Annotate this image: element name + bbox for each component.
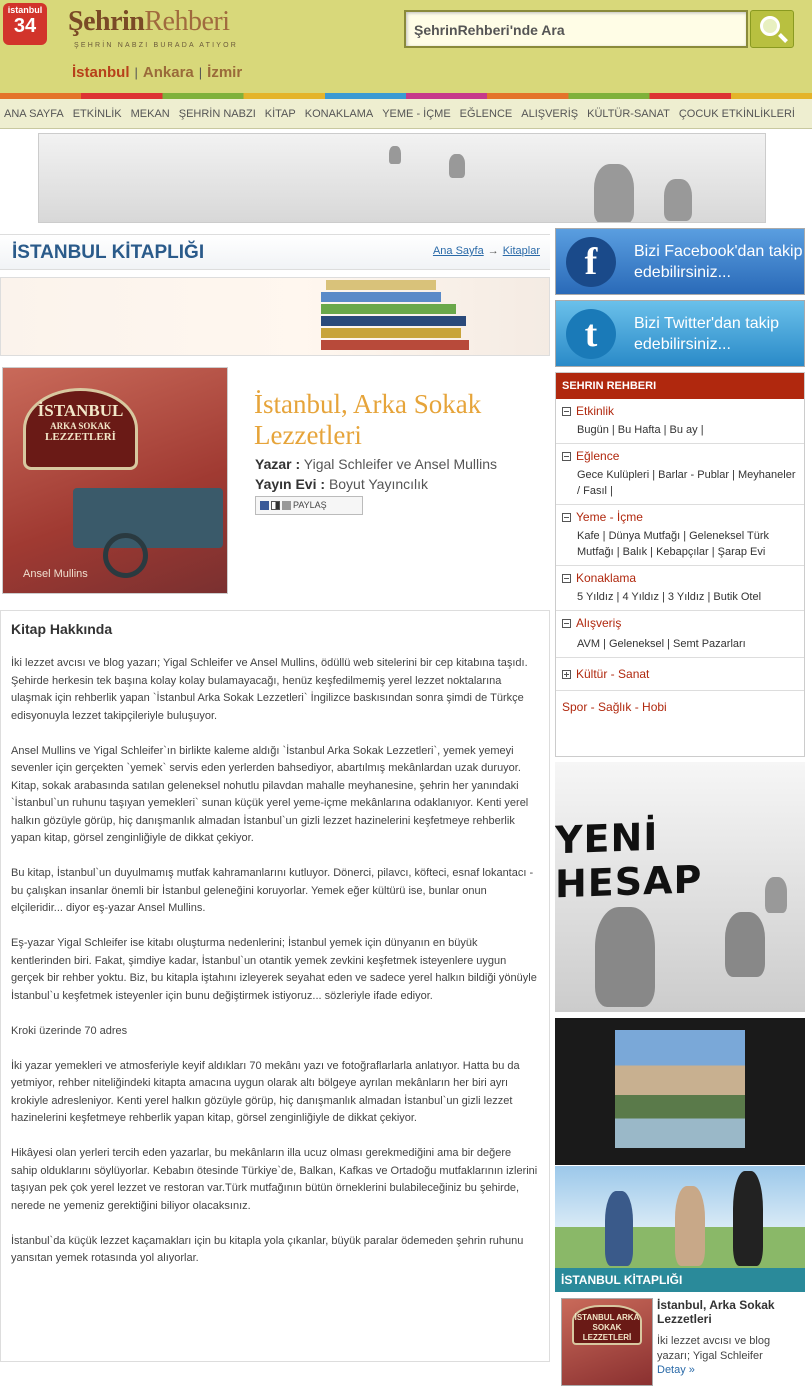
category-links[interactable]: Bugün | Bu Hafta | Bu ay | xyxy=(577,424,704,436)
category-label: Spor - Sağlık - Hobi xyxy=(562,700,667,714)
cover-author: Ansel Mullins xyxy=(23,568,88,580)
collapse-icon[interactable] xyxy=(562,452,571,461)
city-ankara[interactable]: Ankara xyxy=(142,64,194,81)
detail-link[interactable]: Detay » xyxy=(657,1364,695,1376)
breadcrumb-home[interactable]: Ana Sayfa xyxy=(432,245,484,257)
logo-part2: Rehberi xyxy=(144,6,230,37)
facebook-follow-text: Bizi Facebook'dan takip edebilirsiniz... xyxy=(634,243,803,281)
book-author-row xyxy=(255,456,497,472)
city-selector: İstanbul | Ankara | İzmir xyxy=(72,64,243,81)
books-banner-image xyxy=(0,277,550,356)
category-links[interactable]: 5 Yıldız | 4 Yıldız | 3 Yıldız | Butik Otel xyxy=(577,591,762,603)
about-paragraph: Eş-yazar Yigal Schleifer ise kitabı oluşturma nedenlerini; İstanbul yemek için dünyanın en büyük kentlerinden biri. Fakat, şimdiye kadar, İstanbul`un otantik yemek zevkini keşfetmek isteyenlere uygun gerçek bir rehber yoktu. Biz, bu kitapla iştahını izleyerek seyahat eden ve sadece yerel halkın bildiği yönüyle İstanbul`u keşfetmek isteyenler için bunu değiştirmek istiyoruz... sözleriyle ifade ediyor. xyxy=(11,937,537,1002)
category-konaklama xyxy=(556,566,804,611)
nav-alisveris[interactable]: ALIŞVERİŞ xyxy=(521,107,579,120)
twitter-follow-banner[interactable] xyxy=(555,300,805,367)
runner-silhouette xyxy=(389,146,401,164)
about-paragraph: Ansel Mullins ve Yigal Schleifer`ın birlikte kaleme aldığı `İstanbul Arka Sokak Lezzetleri`, yemek yemeyi sevenler için gerçekten `yemek` servis eden yerlerden bahsediyor, abartılmış mekânlardan uzak duruyor. Kitap, sokak arabasında satılan geleneksel nohutlu pilavdan mahalle meyhanesine, şehrin her yanındaki `İstanbul`un ruhunu taşıyan yemekleri` sunan küçük yerel yeme-içme mekânlarına odaklanıyor. Kenti yerel halkın gözüyle görüp, hiç danışmanlık almadan İstanbul`un gizli lezzet hazinelerini keşfetmeye rehberlik yapan kitap, görsel zenginliğiyle de dikkat çekiyor. xyxy=(11,744,529,844)
about-paragraph: Kroki üzerinde 70 adres xyxy=(11,1024,128,1037)
delicious-icon xyxy=(271,501,280,510)
cover-title-line1: İSTANBUL xyxy=(37,401,124,420)
building-photo xyxy=(615,1030,745,1148)
category-label: Eğlence xyxy=(576,449,620,463)
site-logo[interactable] xyxy=(68,6,230,38)
book-description-panel xyxy=(0,610,550,1362)
cover-title-line3: LEZZETLERİ xyxy=(45,431,116,443)
twitter-logo-icon: t xyxy=(566,309,616,359)
category-title[interactable] xyxy=(562,667,798,681)
category-label: Yeme - İçme xyxy=(576,510,643,524)
cover-sign xyxy=(23,388,138,470)
about-paragraph: İstanbul`da küçük lezzet kaçamakları için bu kitapla yola çıkanlar, büyük paralar ödemeden şehrin ruhunu yansıtan yemek rotasında yol alıyorlar. xyxy=(11,1234,524,1264)
nav-eglence[interactable]: EĞLENCE xyxy=(459,107,513,120)
category-label: Konaklama xyxy=(576,571,637,585)
search-input[interactable]: ŞehrinRehberi'nde Ara xyxy=(404,10,748,48)
share-button[interactable] xyxy=(255,496,363,515)
runner-silhouette xyxy=(595,907,655,1007)
search-button[interactable] xyxy=(750,10,794,48)
city-izmir[interactable]: İzmir xyxy=(207,64,243,81)
runner-silhouette xyxy=(449,154,465,178)
nav-mekan[interactable]: MEKAN xyxy=(130,107,170,120)
nav-cocuk-etkinlikleri[interactable]: ÇOCUK ETKİNLİKLERİ xyxy=(678,107,795,120)
category-kultur-sanat xyxy=(556,658,804,691)
mini-book-title[interactable]: İstanbul, Arka Sokak Lezzetleri xyxy=(657,1298,775,1326)
book-stack-graphic xyxy=(326,280,436,290)
mini-book-desc: İki lezzet avcısı ve blog yazarı; Yigal Schleifer xyxy=(657,1335,771,1362)
side-ad-yeni-hesap[interactable] xyxy=(555,762,805,1012)
author-label: Yazar : xyxy=(255,456,301,472)
person-silhouette xyxy=(733,1171,763,1266)
book-stack-graphic xyxy=(321,328,461,338)
book-stack-graphic xyxy=(321,292,441,302)
person-silhouette xyxy=(605,1191,633,1266)
site-tagline: ŞEHRİN NABZI BURADA ATIYOR xyxy=(74,42,239,49)
facebook-follow-banner[interactable] xyxy=(555,228,805,295)
about-paragraph: Bu kitap, İstanbul`un duyulmamış mutfak kahramanlarını kutluyor. Dönerci, pilavcı, köfteci, esnaf lokantacı - bu çalışkan insanlar önemli bir İstanbul geleneğini koruyorlar. Yemek eğer kültürü ise, bunlar onun elçileridir... diyor eş-yazar Ansel Mullins. xyxy=(11,867,534,914)
cover-wheel-graphic xyxy=(103,533,148,578)
twitter-follow-text: Bizi Twitter'dan takip edebilirsiniz... xyxy=(634,315,780,353)
runner-silhouette xyxy=(765,877,787,913)
nav-sehrin-nabzi[interactable]: ŞEHRİN NABZI xyxy=(178,107,256,120)
category-title[interactable] xyxy=(562,449,798,463)
book-stack-graphic xyxy=(321,316,466,326)
site-header xyxy=(0,0,812,93)
collapse-icon[interactable] xyxy=(562,619,571,628)
cover-title-line2: ARKA SOKAK xyxy=(50,421,111,431)
nav-kultur-sanat[interactable]: KÜLTÜR-SANAT xyxy=(587,107,670,120)
collapse-icon[interactable] xyxy=(562,574,571,583)
main-nav xyxy=(0,99,812,129)
page-title: İSTANBUL KİTAPLIĞI xyxy=(12,242,205,263)
category-title[interactable] xyxy=(562,616,798,630)
collapse-icon[interactable] xyxy=(562,407,571,416)
category-label: Etkinlik xyxy=(576,404,615,418)
category-links[interactable]: AVM | Geleneksel | Semt Pazarları xyxy=(577,638,746,650)
category-title[interactable] xyxy=(562,510,798,524)
section-title-bar xyxy=(0,234,550,270)
kitaplik-title-bar: İSTANBUL KİTAPLIĞI xyxy=(555,1268,805,1292)
badge-number: 34 xyxy=(13,15,37,37)
book-publisher-row xyxy=(255,476,428,492)
logo-part1: Şehrin xyxy=(68,6,145,37)
category-links[interactable]: Kafe | Dünya Mutfağı | Geleneksel Türk Mutfağı | Balık | Kebapçılar | Şarap Evi xyxy=(577,530,769,558)
share-label: PAYLAŞ xyxy=(293,500,327,510)
about-heading: Kitap Hakkında xyxy=(11,621,113,637)
category-title[interactable] xyxy=(562,700,798,714)
book-title: İstanbul, Arka Sokak Lezzetleri xyxy=(254,389,482,450)
share-icon xyxy=(282,501,291,510)
category-title[interactable] xyxy=(562,571,798,585)
book-stack-graphic xyxy=(321,304,456,314)
category-etkinlik xyxy=(556,399,804,444)
nav-konaklama[interactable]: KONAKLAMA xyxy=(304,107,374,120)
side-ad-building[interactable] xyxy=(555,1018,805,1165)
side-ad-people[interactable] xyxy=(555,1166,805,1268)
kitaplik-featured-book[interactable] xyxy=(555,1292,805,1392)
runner-silhouette xyxy=(594,164,634,223)
person-silhouette xyxy=(675,1186,705,1266)
nav-ana-sayfa[interactable]: ANA SAYFA xyxy=(4,107,64,120)
top-ad-banner[interactable] xyxy=(38,133,766,223)
cover-cart-graphic xyxy=(73,488,223,548)
category-alisveris xyxy=(556,611,804,658)
category-yeme-icme xyxy=(556,505,804,566)
breadcrumb-current[interactable]: Kitaplar xyxy=(502,245,540,257)
search-icon xyxy=(760,16,780,36)
city-istanbul[interactable]: İstanbul xyxy=(72,64,130,81)
facebook-icon xyxy=(260,501,269,510)
category-label: Alışveriş xyxy=(576,616,622,630)
category-eglence xyxy=(556,444,804,505)
book-stack-graphic xyxy=(321,340,469,350)
publisher-label: Yayın Evi : xyxy=(255,476,326,492)
book-cover-image xyxy=(2,367,228,594)
mini-cover-sign: İSTANBUL ARKA SOKAK LEZZETLERİ xyxy=(572,1305,642,1345)
badge-label: istanbul xyxy=(7,5,43,15)
nav-kitap[interactable]: KİTAP xyxy=(264,107,296,120)
category-title[interactable] xyxy=(562,404,798,418)
facebook-logo-icon: f xyxy=(566,237,616,287)
category-links[interactable]: Gece Kulüpleri | Barlar - Publar | Meyhaneler / Fasıl | xyxy=(577,469,796,497)
about-paragraph: İki lezzet avcısı ve blog yazarı; Yigal Schleifer ve Ansel Mullins, ödüllü web sitelerini bir cep kitabına taşıdı. Şehirde herkesin tek başına kolay kolay bulamayacağı, henüz keşfedilmemiş yerel lezzet noktalarına ulaşmak için rehberlik yapan `İstanbul Arka Sokak Lezzetleri` İngilizce baskısından sonra şimdi de Türkçe edisyonuyla lezzet takipçileriyle buluşuyor. xyxy=(11,657,528,722)
book-author: Yigal Schleifer ve Ansel Mullins xyxy=(303,456,498,472)
breadcrumb-arrow-icon: → xyxy=(487,245,499,257)
city-guide-title: SEHRIN REHBERI xyxy=(556,373,804,399)
nav-yeme-icme[interactable]: YEME - İÇME xyxy=(382,107,451,120)
expand-icon[interactable] xyxy=(562,670,571,679)
runner-silhouette xyxy=(725,912,765,977)
book-publisher: Boyut Yayıncılık xyxy=(328,476,429,492)
category-label: Kültür - Sanat xyxy=(576,667,650,681)
runner-silhouette xyxy=(664,179,692,221)
collapse-icon[interactable] xyxy=(562,513,571,522)
about-paragraph: İki yazar yemekleri ve atmosferiyle keyif aldıkları 70 mekânı yazı ve fotoğraflarlarla anlatıyor. Hatta bu da yetmiyor, rehber niteliğindeki kitapta amacına uygun olarak altı bölgeye ayrılan mekânların her biri ayrı krokiyle adresleniyor. Kenti yerel halkın gözüyle görüp, hiç danışmanlık almadan İstanbul`un gizli lezzet hazinelerini keşfetmeye rehberlik yapan kitap, görsel zenginliğiyle de dikkat çekiyor. xyxy=(11,1059,520,1124)
mini-book-cover[interactable] xyxy=(561,1298,653,1386)
ad-headline: YENİ HESAP xyxy=(555,814,703,907)
istanbul-34-badge[interactable] xyxy=(3,3,47,45)
category-spor-saglik-hobi xyxy=(556,691,804,723)
breadcrumb xyxy=(433,245,540,257)
city-guide-menu xyxy=(555,372,805,757)
nav-etkinlik[interactable]: ETKİNLİK xyxy=(72,107,122,120)
about-paragraph: Hikâyesi olan yerleri tercih eden yazarlar, bu mekânların illa ucuz olması gerekmediğini ama bir değere sahip olduklarını söylüyorlar. Kebabın ötesinde Türkiye`de, Balkan, Kafkas ve Ortadoğu mutfaklarının izlerini taşıyan pek çok yerel lezzet ve restoran var.Türk mutfağının bütün örneklerini bulabileceğiniz bu şehirde, nerede ne yemeniz gerektiğini biliyor olacaksınız. xyxy=(11,1147,538,1212)
